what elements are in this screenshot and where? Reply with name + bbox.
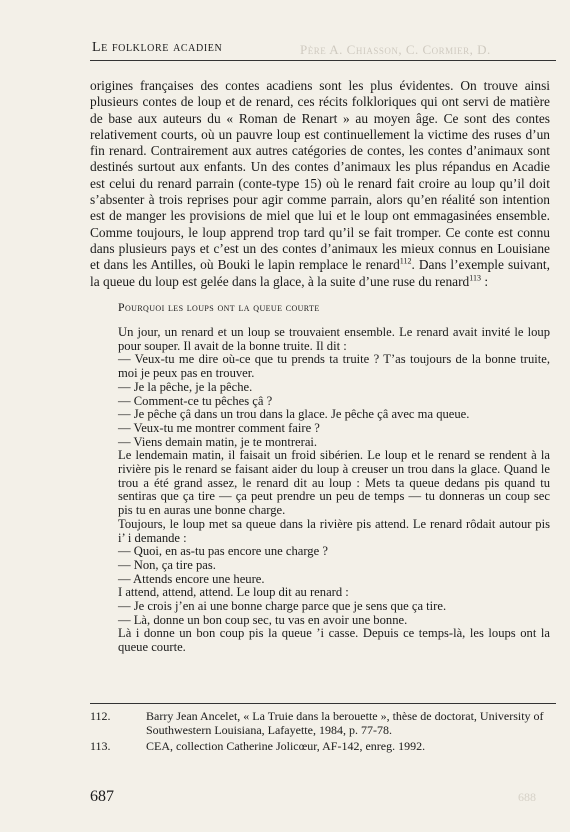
footnote-ref-112[interactable]: 112 [399,256,412,266]
running-header: Le folklore acadien [92,40,223,55]
tale-line: — Je la pêche, je la pêche. [118,379,253,394]
tale-text [118,326,550,655]
bleed-through-header: Père A. Chiasson, C. Cormier, D. [300,42,491,57]
footnote-113 [90,739,550,753]
footnote-112 [90,709,550,737]
footnote-ref-113[interactable]: 113 [469,273,481,283]
tale-line: — Comment-ce tu pêches çâ ? [118,393,273,408]
tale-line: Le lendemain matin, il faisait un froid sibérien. Le loup et le renard se rendent à la rivière pis le renard se faisant aider du loup à creuser un trou dans la glace. Quand le trou a été grand assez, le renard dit au loup : Mets ta queue dedans pis quand tu sentiras que ça tire — ça peut prendre un peu de temps — tu donneras un coup sec pis tu en auras une bonne charge. [118,448,550,518]
tale-title: Pourquoi les loups ont la queue courte [118,300,320,314]
tale-line: Un jour, un renard et un loup se trouvaient ensemble. Le renard avait invité le loup pour souper. Il avait de la bonne truite. Il dit : [118,325,550,353]
footnote-number: 112. [90,709,111,723]
body-paragraph [90,78,550,290]
footnote-text: CEA, collection Catherine Jolicœur, AF-142, enreg. 1992. [146,739,426,753]
paragraph-text-end: . Dans l’exemple suivant, la queue du loup est gelée dans la glace, à la suite d’une ruse du renard [90,257,550,289]
tale-line: — Je crois j’en ai une bonne charge parce que je sens que ça tire. [118,599,447,614]
tale-line: — Veux-tu me dire où-ce que tu prends ta truite ? T’as toujours de la bonne truite, moi je peux pas en trouver. [118,352,550,381]
footnote-text: Barry Jean Ancelet, « La Truie dans la berouette », thèse de doctorat, University of Southwestern Louisiana, Lafayette, 1984, p. 77-78. [146,709,544,737]
header-rule [90,60,556,61]
tale-line: I attend, attend, attend. Le loup dit au renard : [118,585,349,600]
paragraph-text: origines françaises des contes acadiens sont les plus évidentes. On trouve ainsi plusieurs contes de loup et de renard, ces récits folkloriques qui ont servi de matière de base aux auteurs du « Roman de Renart » au moyen âge. Ce sont des contes relativement courts, où un pauvre loup est continuellement la victime des ruses d’un fin renard. Contrairement aux autres catégories de contes, les contes d’animaux sont destinés surtout aux enfants. Un des contes d’animaux les plus répandus en Acadie est celui du renard parrain (conte-type 15) où le renard fait croire au loup qu’il doit s’absenter à trois reprises pour agir comme parrain, alors qu’en réalité son intention est de manger les provisions de miel que lui et le loup ont emmagasinées ensemble. Comme toujours, le loup apprend trop tard qu’il se fait tromper. Ce conte est connu dans plusieurs pays et c’est un des contes d’animaux les mieux connus en Louisiane et dans les Antilles, où Bouki le lapin remplace le renard [90,78,550,273]
tale-line: — Viens demain matin, je te montrerai. [118,434,318,449]
tale-line: — Je pêche çâ dans un trou dans la glace. Je pêche çâ avec ma queue. [118,407,470,422]
page-number: 687 [90,788,114,805]
footnote-rule [90,703,556,704]
tale-line: Là i donne un bon coup pis la queue ’i casse. Depuis ce temps-là, les loups ont la queue courte. [118,626,550,655]
tale-line: — Attends encore une heure. [118,571,265,586]
bleed-through-page-number: 688 [518,790,536,804]
tale-line: — Là, donne un bon coup sec, tu vas en avoir une bonne. [118,612,408,627]
tale-line: — Quoi, en as-tu pas encore une charge ? [118,544,328,559]
tale-line: Toujours, le loup met sa queue dans la rivière pis attend. Le renard rôdait autour pis i’ i demande : [118,516,550,545]
paragraph-text-colon: : [480,273,489,289]
footnote-number: 113. [90,739,111,753]
tale-line: — Veux-tu me montrer comment faire ? [118,420,320,435]
tale-line: — Non, ça tire pas. [118,557,216,572]
